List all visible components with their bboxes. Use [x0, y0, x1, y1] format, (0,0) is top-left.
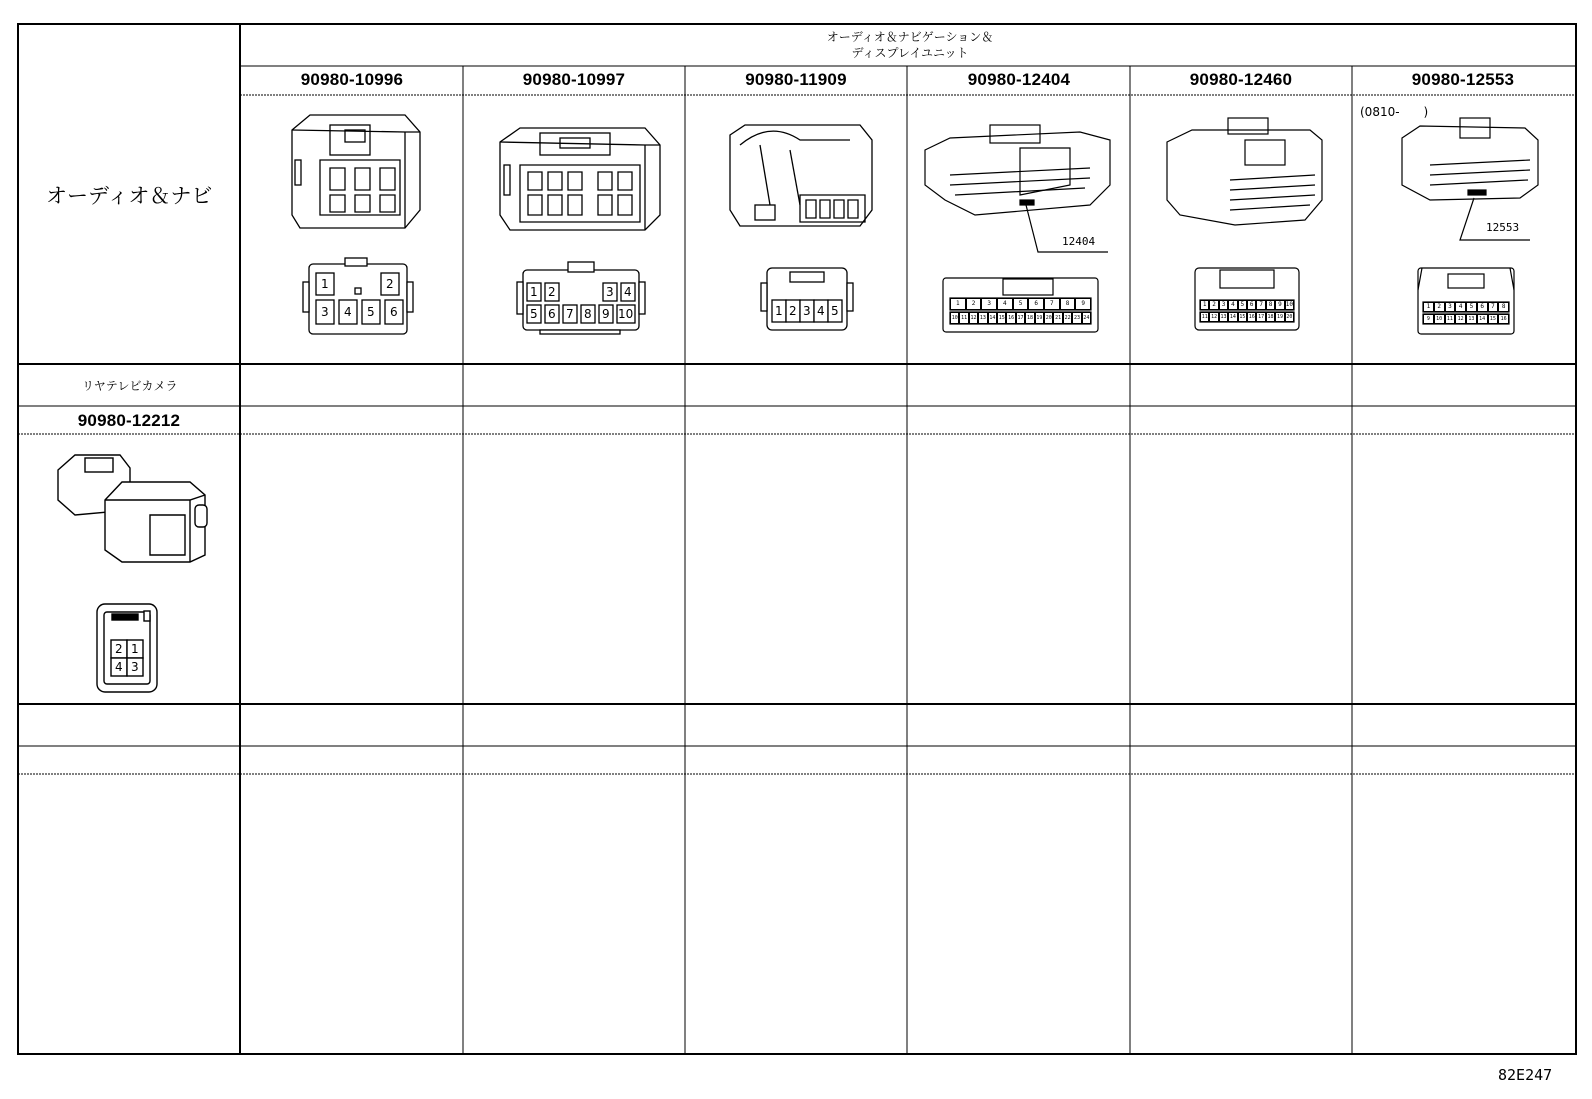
- pin-label: 3: [803, 304, 811, 318]
- pin-label: 4: [1228, 300, 1237, 310]
- pin-label: 10: [1434, 314, 1445, 324]
- part-number-10997: 90980-10997: [522, 70, 626, 89]
- pin-label: 13: [978, 312, 987, 324]
- pin-label: 13: [1220, 314, 1227, 320]
- pin-label: 1: [321, 277, 329, 291]
- pin-label: 1: [1200, 300, 1209, 310]
- pin-label: 12: [969, 312, 978, 324]
- date-note-12553: (0810- ): [1360, 105, 1429, 119]
- pin-row-12404-2: [950, 312, 1091, 324]
- pin-label: 5: [1466, 302, 1477, 312]
- pin-label: 2: [966, 298, 982, 310]
- pin-label: 4: [1455, 302, 1466, 312]
- pin-label: 1: [131, 642, 139, 656]
- pin-label: 12: [1211, 314, 1218, 320]
- connector-12404-drawing: [925, 125, 1110, 252]
- pin-label: 6: [390, 305, 398, 319]
- pin-label: 4: [817, 304, 825, 318]
- connector-10997-drawing: [500, 128, 660, 230]
- pin-row-12553-2: [1423, 314, 1509, 324]
- part-number-12212: 90980-12212: [77, 411, 181, 430]
- pin-label: 3: [606, 285, 614, 299]
- section-title-rear-camera: リヤテレビカメラ: [82, 379, 178, 393]
- connector-11909-face: [761, 268, 853, 330]
- rear-camera-connector-drawing: [58, 455, 207, 562]
- pin-label: 2: [1209, 300, 1218, 310]
- pin-label: 6: [548, 307, 556, 321]
- section-title-audio-nav: オーディオ＆ナビ: [46, 184, 213, 208]
- pin-label: 9: [1423, 314, 1434, 324]
- rear-camera-connector-face: [97, 604, 157, 692]
- pin-label: 7: [1044, 298, 1060, 310]
- pin-label: 5: [1013, 298, 1029, 310]
- pin-label: 1: [775, 304, 783, 318]
- pin-label: 6: [1247, 300, 1256, 310]
- pin-label: 20: [1044, 312, 1053, 324]
- pin-label: 15: [1239, 314, 1246, 320]
- pin-label: 11: [1201, 314, 1208, 320]
- pin-label: 16: [1006, 312, 1015, 324]
- pin-label: 8: [1266, 300, 1275, 310]
- pin-label: 9: [1075, 298, 1091, 310]
- pin-label: 8: [584, 307, 592, 321]
- pin-label: 9: [602, 307, 610, 321]
- pin-label: 1: [530, 285, 538, 299]
- pin-label: 7: [566, 307, 574, 321]
- pin-label: 4: [624, 285, 632, 299]
- pin-label: 2: [548, 285, 556, 299]
- pin-label: 2: [1434, 302, 1445, 312]
- pin-label: 4: [115, 660, 123, 674]
- part-number-12553: 90980-12553: [1411, 70, 1515, 89]
- pin-label: 6: [1477, 302, 1488, 312]
- pin-label: 17: [1258, 314, 1265, 320]
- pin-row-12553-1: [1423, 302, 1509, 312]
- pin-label: 20: [1286, 314, 1293, 320]
- callout-12553: 12553: [1486, 221, 1520, 234]
- diagram-code: 82E247: [1498, 1066, 1553, 1084]
- part-number-12460: 90980-12460: [1189, 70, 1293, 89]
- connector-12553-face: [1418, 268, 1514, 334]
- pin-label: 8: [1498, 302, 1509, 312]
- part-number-10996: 90980-10996: [300, 70, 404, 89]
- connector-10996-face: [303, 258, 413, 334]
- pin-row-12460-2: [1200, 312, 1294, 322]
- pin-label: 16: [1248, 314, 1255, 320]
- pin-label: 7: [1488, 302, 1499, 312]
- callout-12404: 12404: [1062, 235, 1096, 248]
- pin-label: 3: [321, 305, 329, 319]
- pin-label: 19: [1035, 312, 1044, 324]
- group-title-line2: ディスプレイユニット: [851, 46, 969, 60]
- pin-label: 1: [950, 298, 966, 310]
- pin-label: 23: [1072, 312, 1081, 324]
- pin-label: 5: [1238, 300, 1247, 310]
- pin-label: 15: [1488, 314, 1499, 324]
- pin-label: 3: [1219, 300, 1228, 310]
- pin-label: 8: [1060, 298, 1076, 310]
- pin-label: 12: [1455, 314, 1466, 324]
- pin-label: 18: [1025, 312, 1034, 324]
- pin-row-12460-1: [1200, 300, 1294, 310]
- pin-label: 14: [988, 312, 997, 324]
- pin-label: 3: [131, 660, 139, 674]
- group-title-line1: オーディオ＆ナビゲーション＆: [826, 30, 994, 44]
- pin-label: 2: [115, 642, 123, 656]
- pin-label: 3: [981, 298, 997, 310]
- connector-12460-drawing: [1167, 118, 1322, 225]
- pin-label: 3: [1445, 302, 1456, 312]
- pin-label: 21: [1053, 312, 1062, 324]
- pin-label: 16: [1498, 314, 1509, 324]
- pin-label: 6: [1028, 298, 1044, 310]
- pin-label: 2: [789, 304, 797, 318]
- pin-label: 1: [1423, 302, 1434, 312]
- pin-label: 15: [997, 312, 1006, 324]
- pin-label: 11: [1445, 314, 1456, 324]
- pin-label: 18: [1267, 314, 1274, 320]
- part-number-12404: 90980-12404: [967, 70, 1071, 89]
- pin-label: 17: [1016, 312, 1025, 324]
- pin-label: 2: [386, 277, 394, 291]
- pin-label: 14: [1229, 314, 1236, 320]
- pin-label: 4: [997, 298, 1013, 310]
- pin-label: 19: [1276, 314, 1283, 320]
- pin-label: 5: [367, 305, 375, 319]
- connector-11909-drawing: [730, 125, 872, 226]
- pin-label: 4: [344, 305, 352, 319]
- pin-label: 5: [530, 307, 538, 321]
- pin-label: 24: [1082, 312, 1091, 324]
- pin-label: 10: [1285, 301, 1293, 308]
- pin-label: 9: [1275, 300, 1284, 310]
- pin-label: 11: [959, 312, 968, 324]
- pin-label: 10: [950, 312, 959, 324]
- pin-label: 22: [1063, 312, 1072, 324]
- pin-label: 14: [1477, 314, 1488, 324]
- pin-row-12404-1: [950, 298, 1091, 310]
- connector-10996-drawing: [292, 115, 420, 228]
- pin-label: 7: [1256, 300, 1265, 310]
- pin-label: 10: [618, 307, 634, 321]
- pin-label: 5: [831, 304, 839, 318]
- pin-label: 13: [1466, 314, 1477, 324]
- part-number-11909: 90980-11909: [745, 70, 847, 89]
